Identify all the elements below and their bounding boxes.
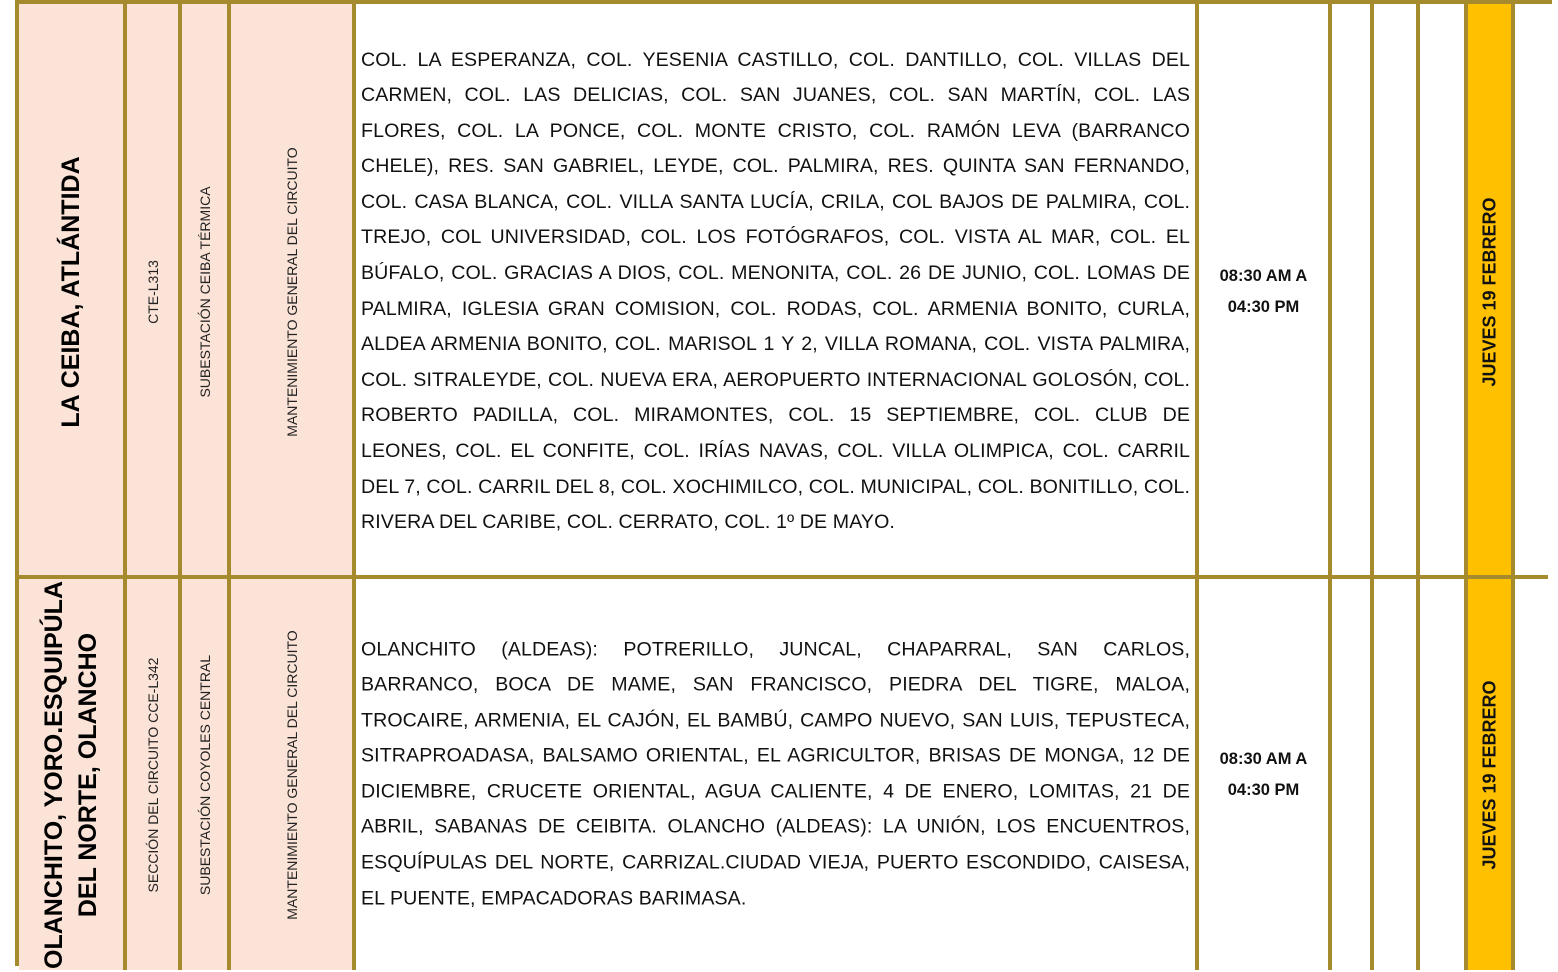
time-end: 04:30 PM xyxy=(1227,780,1300,799)
location-cell xyxy=(19,4,127,579)
time-cell xyxy=(1199,579,1332,970)
empty-cell xyxy=(1515,579,1552,970)
empty-cell xyxy=(1374,579,1420,970)
table-row xyxy=(19,575,1548,970)
substation-label: SUBESTACIÓN CEIBA TÉRMICA xyxy=(196,185,213,398)
date-cell xyxy=(1468,579,1515,970)
work-type-cell xyxy=(231,4,356,579)
time-cell xyxy=(1199,4,1332,579)
substation-label: SUBESTACIÓN COYOLES CENTRAL xyxy=(196,654,213,895)
affected-areas-cell xyxy=(356,4,1199,579)
outage-schedule-table xyxy=(15,0,1552,969)
location-label xyxy=(37,580,105,968)
circuit-cell xyxy=(127,579,182,970)
location-cell xyxy=(19,579,127,970)
time-range xyxy=(1199,744,1328,806)
empty-cell xyxy=(1332,4,1374,579)
date-label: JUEVES 19 FEBRERO xyxy=(1479,196,1499,387)
affected-areas-text: OLANCHITO (ALDEAS): POTRERILLO, JUNCAL, CHAPARRAL, SAN CARLOS, BARRANCO, BOCA DE MAME, SAN FRANCISCO, PIEDRA DEL TIGRE, MALOA, TROCAIRE, ARMENIA, EL CAJÓN, EL BAMBÚ, CAMPO NUEVO, SAN LUIS, TEPUSTECA, SITRAPROADASA, BALSAMO ORIENTAL, EL AGRICULTOR, BRISAS DE MONGA, 12 DE DICIEMBRE, CRUCETE ORIENTAL, AGUA CALIENTE, 4 DE ENERO, LOMITAS, 21 DE ABRIL, SABANAS DE CEIBITA. OLANCHO (ALDEAS): LA UNIÓN, LOS ENCUENTROS, ESQUÍPULAS DEL NORTE, CARRIZAL.CIUDAD VIEJA, PUERTO ESCONDIDO, CAISESA, EL PUENTE, EMPACADORAS BARIMASA. xyxy=(361,638,1190,910)
location-line-2: DEL NORTE, OLANCHO xyxy=(74,632,102,917)
circuit-cell xyxy=(127,4,182,579)
circuit-label: SECCIÓN DEL CIRCUITO CCE-L342 xyxy=(144,657,161,892)
empty-cell xyxy=(1420,4,1468,579)
affected-areas-text: COL. LA ESPERANZA, COL. YESENIA CASTILLO, COL. DANTILLO, COL. VILLAS DEL CARMEN, COL. LAS DELICIAS, COL. SAN JUANES, COL. SAN MARTÍN, COL. LAS FLORES, COL. LA PONCE, COL. MONTE CRISTO, COL. RAMÓN LEVA (BARRANCO CHELE), RES. SAN GABRIEL, LEYDE, COL. PALMIRA, RES. QUINTA SAN FERNANDO, COL. CASA BLANCA, COL. VILLA SANTA LUCÍA, CRILA, COL BAJOS DE PALMIRA, COL. TREJO, COL UNIVERSIDAD, COL. LOS FOTÓGRAFOS, COL. VISTA AL MAR, COL. EL BÚFALO, COL. GRACIAS A DIOS, COL. MENONITA, COL. 26 DE JUNIO, COL. LOMAS DE PALMIRA, IGLESIA GRAN COMISION, COL. RODAS, COL. ARMENIA BONITO, CURLA, ALDEA ARMENIA BONITO, COL. MARISOL 1 Y 2, VILLA ROMANA, COL. VISTA PALMIRA, COL. SITRALEYDE, COL. NUEVA ERA, AEROPUERTO INTERNACIONAL GOLOSÓN, COL. ROBERTO PADILLA, COL. MIRAMONTES, COL. 15 SEPTIEMBRE, COL. CLUB DE LEONES, COL. EL CONFITE, COL. IRÍAS NAVAS, COL. VILLA OLIMPICA, COL. CARRIL DEL 7, COL. CARRIL DEL 8, COL. XOCHIMILCO, COL. MUNICIPAL, COL. BONITILLO, COL. RIVERA DEL CARIBE, COL. CERRATO, COL. 1º DE MAYO. xyxy=(361,48,1190,534)
time-start: 08:30 AM A xyxy=(1219,266,1308,285)
work-type-label: MANTENIMIENTO GENERAL DEL CIRCUITO xyxy=(283,629,300,920)
work-type-cell xyxy=(231,579,356,970)
time-start: 08:30 AM A xyxy=(1219,749,1308,768)
date-cell xyxy=(1468,4,1515,579)
empty-cell xyxy=(1374,4,1420,579)
time-end: 04:30 PM xyxy=(1227,297,1300,316)
circuit-label: CTE-L313 xyxy=(144,259,161,324)
location-line-1: OLANCHITO, YORO.ESQUIPÚLA xyxy=(40,580,68,969)
empty-cell xyxy=(1515,4,1552,579)
work-type-label: MANTENIMIENTO GENERAL DEL CIRCUITO xyxy=(283,146,300,437)
substation-cell xyxy=(182,4,231,579)
substation-cell xyxy=(182,579,231,970)
table-row xyxy=(19,0,1548,579)
date-label: JUEVES 19 FEBRERO xyxy=(1479,679,1499,870)
affected-areas-cell xyxy=(356,579,1199,970)
location-label: LA CEIBA, ATLÁNTIDA xyxy=(57,155,85,428)
time-range xyxy=(1199,261,1328,323)
empty-cell xyxy=(1420,579,1468,970)
empty-cell xyxy=(1332,579,1374,970)
